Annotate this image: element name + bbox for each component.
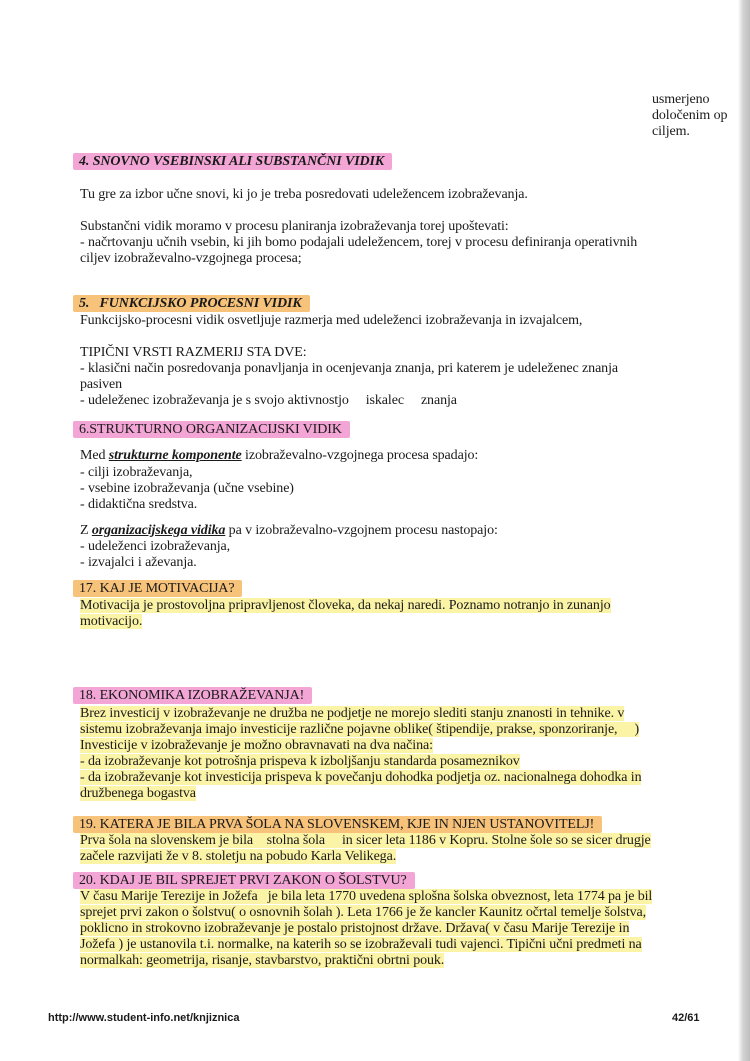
- text: pa v izobraževalno-vzgojnem procesu nastopajo:: [225, 523, 498, 538]
- list-item: - udeleženci izobraževanja,: [80, 539, 231, 554]
- paragraph-line: začele razvijati že v 8. stoletju na pobudo Karla Velikega.: [80, 849, 397, 864]
- text: Med: [80, 448, 109, 463]
- paragraph-line: družbenega bogastva: [80, 786, 196, 801]
- paragraph: Funkcijsko-procesni vidik osvetljuje razmerja med udeleženci izobraževanja in izvajalcem,: [80, 313, 583, 328]
- emphasis: organizacijskega vidika: [91, 523, 226, 538]
- text: Z: [80, 523, 92, 538]
- paragraph-line: sprejet prvi zakon o šolstvu( o osnovnih šolah ). Leta 1766 je že kancler Kaunitz očrtal temelje šolstva,: [80, 905, 647, 920]
- section-heading-19: 19. KATERA JE BILA PRVA ŠOLA NA SLOVENSKEM, KJE IN NJEN USTANOVITELJ!: [73, 816, 602, 833]
- text: izobraževalno-vzgojnega procesa spadajo:: [241, 448, 479, 463]
- paragraph-line: ciljev izobraževalno-vzgojnega procesa;: [80, 251, 302, 266]
- margin-note: ciljem.: [652, 124, 690, 139]
- paragraph-line: - da izobraževanje kot investicija prispeva k povečanju dohodka podjetja oz. nacionalnega dohodka in: [80, 770, 642, 785]
- margin-note: usmerjeno: [652, 92, 710, 107]
- paragraph-line: V času Marije Terezije in Jožefa je bila leta 1770 uvedena splošna šolska obveznost, leta 1774 pa je bil: [80, 889, 653, 904]
- paragraph-line: poklicno in strokovno izobraževanje je postalo pristojnost države. Država( v času Marije Terezije in: [80, 921, 630, 936]
- emphasis: strukturne komponente: [108, 448, 242, 463]
- paragraph-line: pasiven: [80, 377, 123, 392]
- footer-url[interactable]: http://www.student-info.net/knjiznica: [48, 1012, 240, 1024]
- paragraph-line: - udeleženec izobraževanja je s svojo aktivnostjo iskalec znanja: [80, 393, 457, 408]
- section-heading-5: 5. FUNKCIJSKO PROCESNI VIDIK: [73, 295, 310, 312]
- paragraph-line: Motivacija je prostovoljna pripravljenost človeka, da nekaj naredi. Poznamo notranjo in zunanjo: [80, 598, 611, 613]
- list-item: - izvajalci i aževanja.: [80, 555, 197, 570]
- paragraph-line: - klasični način posredovanja ponavljanja in ocenjevanja znanja, pri katerem je udeleženec znanja: [80, 361, 618, 376]
- section-heading-4: 4. SNOVNO VSEBINSKI ALI SUBSTANČNI VIDIK: [73, 153, 392, 170]
- paragraph-line: Prva šola na slovenskem je bila stolna šola in sicer leta 1186 v Kopru. Stolne šole so se sicer drugje: [80, 833, 651, 848]
- paragraph-line: motivacijo.: [80, 614, 143, 629]
- section-heading-6: 6.STRUKTURNO ORGANIZACIJSKI VIDIK: [73, 421, 350, 438]
- list-item: - didaktična sredstva.: [80, 497, 198, 512]
- scan-edge-shadow: [738, 0, 750, 1061]
- paragraph-line: Substančni vidik moramo v procesu planiranja izobraževanja torej upoštevati:: [80, 219, 509, 234]
- paragraph-line: - načrtovanju učnih vsebin, ki jih bomo podajali udeležencem, torej v procesu definiranja operativnih: [80, 235, 638, 250]
- paragraph-line: - da izobraževanje kot potrošnja prispeva k izboljšanju standarda posameznikov: [80, 754, 520, 769]
- paragraph-line: TIPIČNI VRSTI RAZMERIJ STA DVE:: [80, 345, 307, 360]
- paragraph-line: Brez investicij v izobraževanje ne družba ne podjetje ne morejo slediti stanju znanosti in tehnike. v: [80, 706, 625, 721]
- paragraph-line: normalkah: geometrija, risanje, stavbarstvo, praktični obrtni pouk.: [80, 953, 445, 968]
- section-heading-17: 17. KAJ JE MOTIVACIJA?: [73, 580, 242, 597]
- list-item: - vsebine izobraževanja (učne vsebine): [80, 481, 294, 496]
- list-item: - cilji izobraževanja,: [80, 465, 193, 480]
- paragraph: Tu gre za izbor učne snovi, ki jo je treba posredovati udeležencem izobraževanja.: [80, 187, 528, 202]
- page-number: 42/61: [672, 1012, 700, 1024]
- paragraph-line: sistemu izobraževanja imajo investicije različne pojavne oblike( štipendije, prakse, sponzoriranje, ): [80, 722, 640, 737]
- paragraph-line: [80, 448, 478, 464]
- paragraph-line: Jožefa ) je ustanovila t.i. normalke, na katerih so se izobraževali tudi vajenci. Tipični učni predmeti na: [80, 937, 642, 952]
- paragraph-line: Investicije v izobraževanje je možno obravnavati na dva načina:: [80, 738, 433, 753]
- section-heading-18: 18. EKONOMIKA IZOBRAŽEVANJA!: [73, 687, 312, 704]
- section-heading-20: 20. KDAJ JE BIL SPREJET PRVI ZAKON O ŠOLSTVU?: [73, 872, 415, 889]
- paragraph-line: [80, 523, 498, 539]
- margin-note: določenim op: [652, 108, 728, 123]
